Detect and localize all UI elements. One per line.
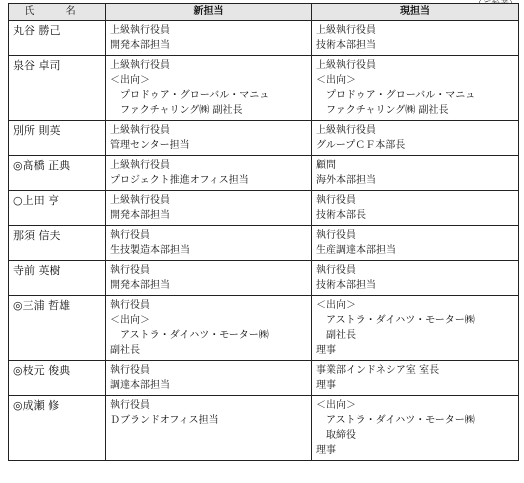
new-assignment-cell [106, 21, 312, 56]
assignment-line: 執行役員 [110, 230, 150, 241]
assignment-line: 顧問 [316, 160, 336, 171]
assignment-line: 執行役員 [110, 365, 150, 376]
current-assignment-cell [312, 56, 519, 121]
current-assignment-cell [312, 296, 519, 361]
table-row [9, 361, 519, 396]
executive-name: ◎三浦 哲雄 [9, 296, 106, 361]
assignment-line: アストラ・ダイハツ・モーター㈱ [326, 415, 475, 426]
assignment-line: 執行役員 [316, 265, 356, 276]
new-assignment-cell [106, 361, 312, 396]
new-assignment-cell [106, 261, 312, 296]
assignment-line: プロジェクト推進オフィス担当 [110, 175, 249, 186]
assignment-line: Ｄブランドオフィス担当 [110, 415, 219, 426]
current-assignment-cell [312, 261, 519, 296]
table-row [9, 226, 519, 261]
assignment-line: ＜出向＞ [316, 400, 356, 411]
executive-name: ○上田 亨 [9, 191, 106, 226]
assignment-line: 調達本部担当 [110, 380, 170, 391]
assignment-line: 副社長 [110, 345, 140, 356]
assignment-line: 開発本部担当 [110, 40, 170, 51]
current-assignment-cell [312, 21, 519, 56]
assignment-line: 技術本部長 [316, 210, 366, 221]
assignment-line: 執行役員 [110, 300, 150, 311]
assignment-line: 開発本部担当 [110, 210, 170, 221]
assignment-line: 副社長 [326, 330, 356, 341]
executive-name: 丸谷 勝己 [9, 21, 106, 56]
executive-name: 泉谷 卓司 [9, 56, 106, 121]
assignment-line: 上級執行役員 [110, 195, 170, 206]
current-assignment-cell [312, 226, 519, 261]
assignment-line: プロドゥア・グローバル・マニュ [326, 90, 476, 101]
assignment-line: グループＣＦ本部長 [316, 140, 406, 151]
assignment-line: アストラ・ダイハツ・モーター㈱ [326, 315, 475, 326]
assignment-line: 上級執行役員 [110, 60, 170, 71]
assignment-line: ファクチャリング㈱ 副社長 [120, 105, 243, 116]
assignment-line: 上級執行役員 [110, 125, 170, 136]
assignment-line: 理事 [316, 345, 336, 356]
executive-name: 那須 信夫 [9, 226, 106, 261]
assignment-line: ファクチャリング㈱ 副社長 [326, 105, 449, 116]
assignment-line: 上級執行役員 [110, 160, 170, 171]
executive-assignment-table [8, 3, 519, 461]
assignment-line: 技術本部担当 [316, 40, 376, 51]
header-new-assignment: 新担当 [106, 4, 312, 21]
assignment-line: 理事 [316, 380, 336, 391]
assignment-line: ＜出向＞ [110, 315, 150, 326]
assignment-line: 取締役 [326, 430, 356, 441]
current-assignment-cell [312, 191, 519, 226]
assignment-line: 生産調達本部担当 [316, 245, 396, 256]
table-row [9, 121, 519, 156]
table-row [9, 396, 519, 461]
current-assignment-cell [312, 361, 519, 396]
table-row [9, 56, 519, 121]
assignment-line: アストラ・ダイハツ・モーター㈱ [120, 330, 269, 341]
table-row [9, 296, 519, 361]
new-assignment-cell [106, 121, 312, 156]
assignment-line: 執行役員 [110, 400, 150, 411]
header-name: 氏 名 [9, 4, 106, 21]
header-row [9, 4, 519, 21]
new-assignment-cell [106, 296, 312, 361]
current-assignment-cell [312, 396, 519, 461]
assignment-line: 執行役員 [316, 195, 356, 206]
executive-name: ◎枝元 俊典 [9, 361, 106, 396]
current-assignment-cell [312, 121, 519, 156]
executive-name: 寺前 英樹 [9, 261, 106, 296]
assignment-line: 執行役員 [110, 265, 150, 276]
current-assignment-cell [312, 156, 519, 191]
assignment-line: 開発本部担当 [110, 280, 170, 291]
executive-name: 別所 則英 [9, 121, 106, 156]
new-assignment-cell [106, 396, 312, 461]
assignment-line: 上級執行役員 [110, 25, 170, 36]
header-current-assignment: 現担当 [312, 4, 519, 21]
new-assignment-cell [106, 191, 312, 226]
assignment-line: 執行役員 [316, 230, 356, 241]
assignment-line: ＜出向＞ [316, 300, 356, 311]
assignment-line: 技術本部担当 [316, 280, 376, 291]
new-assignment-cell [106, 156, 312, 191]
assignment-line: 上級執行役員 [316, 125, 376, 136]
table-row [9, 191, 519, 226]
table-row [9, 261, 519, 296]
assignment-line: 事業部インドネシア室 室長 [316, 365, 440, 376]
assignment-line: 上級執行役員 [316, 25, 376, 36]
table-row [9, 21, 519, 56]
table-row [9, 156, 519, 191]
assignment-line: 上級執行役員 [316, 60, 376, 71]
assignment-line: プロドゥア・グローバル・マニュ [120, 90, 270, 101]
assignment-line: ＜出向＞ [110, 75, 150, 86]
assignment-line: ＜出向＞ [316, 75, 356, 86]
new-assignment-cell [106, 226, 312, 261]
executive-name: ◎成瀬 修 [9, 396, 106, 461]
new-assignment-cell [106, 56, 312, 121]
assignment-line: 海外本部担当 [316, 175, 376, 186]
assignment-line: 管理センター担当 [110, 140, 190, 151]
assignment-line: 理事 [316, 445, 336, 456]
executive-name: ◎髙橋 正典 [9, 156, 106, 191]
assignment-line: 生技製造本部担当 [110, 245, 190, 256]
table-body [9, 21, 519, 461]
